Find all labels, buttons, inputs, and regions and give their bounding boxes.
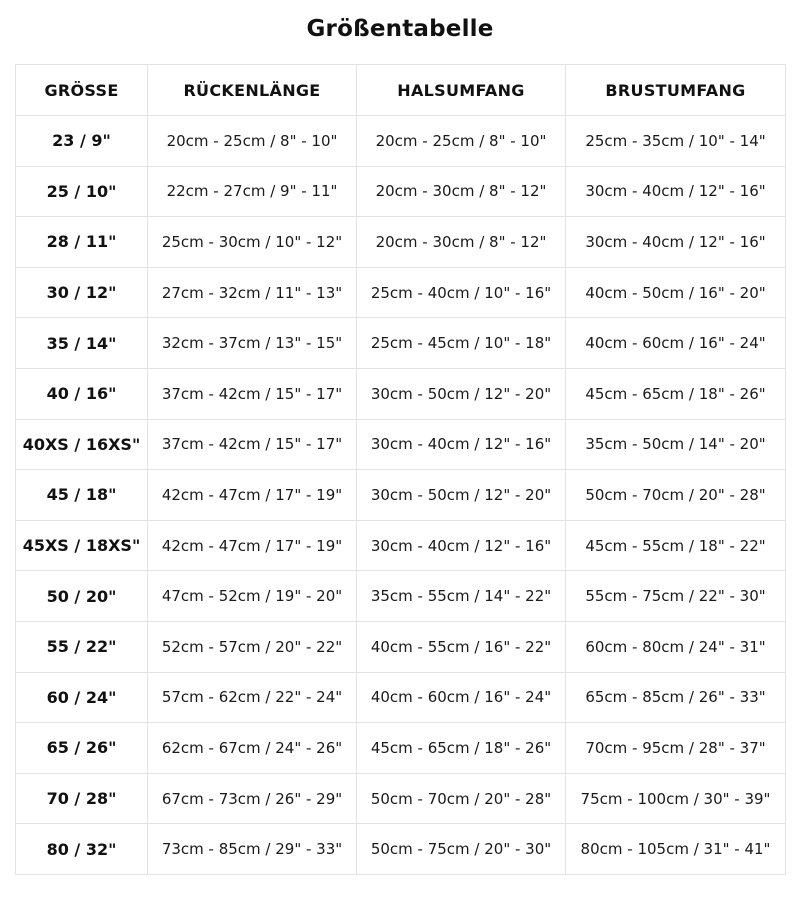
size-cell: 35 / 14" — [16, 318, 148, 369]
back-length-cell: 42cm - 47cm / 17" - 19" — [148, 470, 357, 521]
neck-circumference-cell: 40cm - 55cm / 16" - 22" — [357, 621, 566, 672]
table-row — [16, 368, 786, 419]
chest-circumference-cell: 45cm - 55cm / 18" - 22" — [566, 520, 786, 571]
table-row — [16, 116, 786, 167]
neck-circumference-cell: 20cm - 30cm / 8" - 12" — [357, 166, 566, 217]
size-cell: 40XS / 16XS" — [16, 419, 148, 470]
neck-circumference-cell: 30cm - 40cm / 12" - 16" — [357, 419, 566, 470]
neck-circumference-cell: 45cm - 65cm / 18" - 26" — [357, 723, 566, 774]
table-row — [16, 773, 786, 824]
chest-circumference-cell: 30cm - 40cm / 12" - 16" — [566, 166, 786, 217]
size-cell: 45 / 18" — [16, 470, 148, 521]
neck-circumference-cell: 35cm - 55cm / 14" - 22" — [357, 571, 566, 622]
table-row — [16, 723, 786, 774]
chest-circumference-cell: 25cm - 35cm / 10" - 14" — [566, 116, 786, 167]
size-chart-table — [15, 64, 786, 875]
table-body — [16, 116, 786, 875]
size-cell: 60 / 24" — [16, 672, 148, 723]
neck-circumference-cell: 20cm - 30cm / 8" - 12" — [357, 217, 566, 268]
header-neck-circumference: HALSUMFANG — [357, 65, 566, 116]
table-header — [16, 65, 786, 116]
page-title: Größentabelle — [306, 16, 494, 42]
back-length-cell: 27cm - 32cm / 11" - 13" — [148, 267, 357, 318]
chest-circumference-cell: 35cm - 50cm / 14" - 20" — [566, 419, 786, 470]
neck-circumference-cell: 50cm - 70cm / 20" - 28" — [357, 773, 566, 824]
back-length-cell: 20cm - 25cm / 8" - 10" — [148, 116, 357, 167]
table-row — [16, 672, 786, 723]
chest-circumference-cell: 50cm - 70cm / 20" - 28" — [566, 470, 786, 521]
table-row — [16, 318, 786, 369]
table-row — [16, 571, 786, 622]
table-row — [16, 166, 786, 217]
size-cell: 30 / 12" — [16, 267, 148, 318]
chest-circumference-cell: 70cm - 95cm / 28" - 37" — [566, 723, 786, 774]
chest-circumference-cell: 80cm - 105cm / 31" - 41" — [566, 824, 786, 875]
back-length-cell: 62cm - 67cm / 24" - 26" — [148, 723, 357, 774]
neck-circumference-cell: 30cm - 40cm / 12" - 16" — [357, 520, 566, 571]
back-length-cell: 32cm - 37cm / 13" - 15" — [148, 318, 357, 369]
back-length-cell: 57cm - 62cm / 22" - 24" — [148, 672, 357, 723]
header-size: GRÖSSE — [16, 65, 148, 116]
size-cell: 45XS / 18XS" — [16, 520, 148, 571]
chest-circumference-cell: 40cm - 60cm / 16" - 24" — [566, 318, 786, 369]
neck-circumference-cell: 20cm - 25cm / 8" - 10" — [357, 116, 566, 167]
table-row — [16, 520, 786, 571]
chest-circumference-cell: 65cm - 85cm / 26" - 33" — [566, 672, 786, 723]
back-length-cell: 37cm - 42cm / 15" - 17" — [148, 419, 357, 470]
back-length-cell: 73cm - 85cm / 29" - 33" — [148, 824, 357, 875]
back-length-cell: 52cm - 57cm / 20" - 22" — [148, 621, 357, 672]
size-cell: 70 / 28" — [16, 773, 148, 824]
table-row — [16, 470, 786, 521]
header-chest-circumference: BRUSTUMFANG — [566, 65, 786, 116]
chest-circumference-cell: 60cm - 80cm / 24" - 31" — [566, 621, 786, 672]
header-row — [16, 65, 786, 116]
back-length-cell: 22cm - 27cm / 9" - 11" — [148, 166, 357, 217]
chest-circumference-cell: 45cm - 65cm / 18" - 26" — [566, 368, 786, 419]
back-length-cell: 42cm - 47cm / 17" - 19" — [148, 520, 357, 571]
table-row — [16, 824, 786, 875]
neck-circumference-cell: 25cm - 45cm / 10" - 18" — [357, 318, 566, 369]
neck-circumference-cell: 30cm - 50cm / 12" - 20" — [357, 368, 566, 419]
back-length-cell: 25cm - 30cm / 10" - 12" — [148, 217, 357, 268]
chest-circumference-cell: 40cm - 50cm / 16" - 20" — [566, 267, 786, 318]
neck-circumference-cell: 40cm - 60cm / 16" - 24" — [357, 672, 566, 723]
header-back-length: RÜCKENLÄNGE — [148, 65, 357, 116]
chest-circumference-cell: 30cm - 40cm / 12" - 16" — [566, 217, 786, 268]
table-row — [16, 217, 786, 268]
back-length-cell: 37cm - 42cm / 15" - 17" — [148, 368, 357, 419]
table-row — [16, 419, 786, 470]
back-length-cell: 67cm - 73cm / 26" - 29" — [148, 773, 357, 824]
size-cell: 55 / 22" — [16, 621, 148, 672]
size-cell: 28 / 11" — [16, 217, 148, 268]
size-cell: 40 / 16" — [16, 368, 148, 419]
size-cell: 65 / 26" — [16, 723, 148, 774]
size-cell: 25 / 10" — [16, 166, 148, 217]
size-cell: 80 / 32" — [16, 824, 148, 875]
back-length-cell: 47cm - 52cm / 19" - 20" — [148, 571, 357, 622]
neck-circumference-cell: 25cm - 40cm / 10" - 16" — [357, 267, 566, 318]
size-cell: 23 / 9" — [16, 116, 148, 167]
size-cell: 50 / 20" — [16, 571, 148, 622]
neck-circumference-cell: 30cm - 50cm / 12" - 20" — [357, 470, 566, 521]
chest-circumference-cell: 75cm - 100cm / 30" - 39" — [566, 773, 786, 824]
chest-circumference-cell: 55cm - 75cm / 22" - 30" — [566, 571, 786, 622]
neck-circumference-cell: 50cm - 75cm / 20" - 30" — [357, 824, 566, 875]
table-row — [16, 621, 786, 672]
table-row — [16, 267, 786, 318]
